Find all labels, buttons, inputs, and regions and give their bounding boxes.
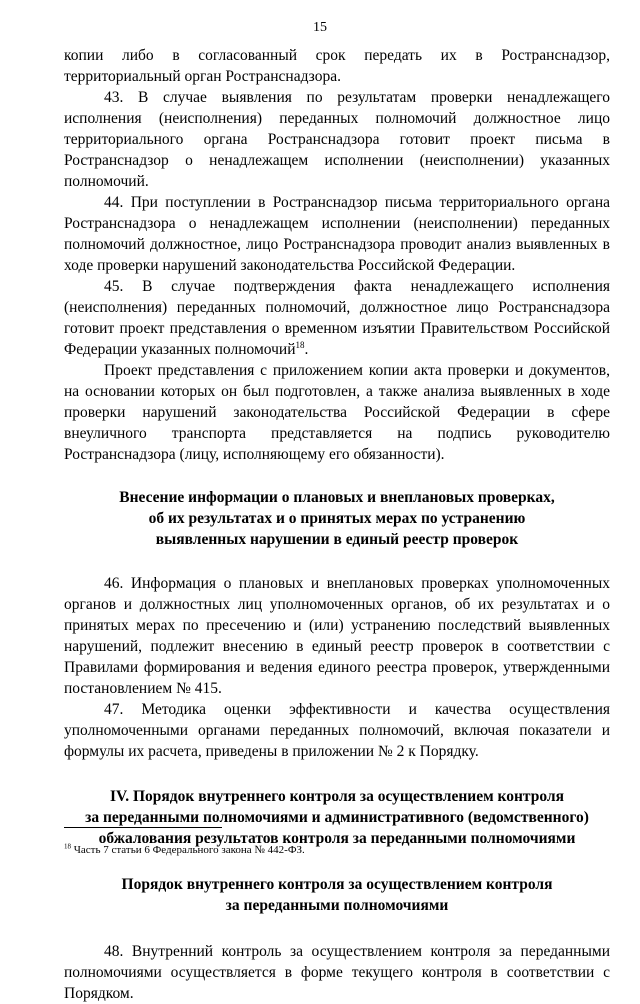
section-heading-register bbox=[64, 487, 610, 550]
page-number: 15 bbox=[313, 20, 327, 35]
paragraph-44: 44. При поступлении в Ространснадзор письма территориального органа Ространснадзора о ненадлежащем исполнении (неисполнении) переданных полномочий должностное, лицо Ространснадзора проводит анализ выявленных в ходе проверки нарушений законодательства Российской Федерации. bbox=[64, 194, 610, 274]
heading-line: обжалования результатов контроля за переданными полномочиями bbox=[98, 830, 576, 847]
heading-line: выявленных нарушении в единый реестр проверок bbox=[155, 531, 519, 548]
subsection-heading-internal-control bbox=[64, 874, 610, 916]
paragraph-43: 43. В случае выявления по результатам проверки ненадлежащего исполнения (неисполнения) переданных полномочий должностное лицо территориального органа Ространснадзора готовит проект письма в Ространснадзор о ненадлежащем исполнении (неисполнении) указанных полномочий. bbox=[64, 89, 610, 190]
heading-line: за переданными полномочиями и административного (ведомственного) bbox=[85, 809, 589, 826]
paragraph-project: Проект представления с приложением копии акта проверки и документов, на основании которых он был подготовлен, а также анализа выявленных в ходе проверки нарушений законодательства Российской Федерации в сфере внеуличного транспорта представляется на подпись руководителю Ространснадзора (лицу, исполняющему его обязанности). bbox=[64, 362, 610, 463]
heading-line: Порядок внутреннего контроля за осуществлением контроля bbox=[121, 876, 553, 893]
footnote-text: Часть 7 статьи 6 Федерального закона № 442-ФЗ. bbox=[73, 844, 305, 856]
paragraph-45-text: 45. В случае подтверждения факта ненадлежащего исполнения (неисполнения) переданных полномочий, должностное лицо Ространснадзора готовит проект представления о временном изъятии Правительством Российской Федерации указанных полномочий bbox=[64, 278, 610, 358]
paragraph-continuation: копии либо в согласованный срок передать их в Ространснадзор, территориальный орган Ространснадзора. bbox=[64, 47, 610, 85]
footnote bbox=[64, 843, 305, 857]
paragraph-45 bbox=[64, 276, 610, 360]
paragraph-46: 46. Информация о плановых и внеплановых проверках уполномоченных органов и должностных лиц уполномоченных органов, об их результатах и о принятых мерах по пресечению и (или) устранению последствий выявленных нарушений, подлежит внесению в единый реестр проверок в соответствии с Правилами формирования и ведения единого реестра проверок, утвержденными постановлением № 415. bbox=[64, 575, 610, 697]
heading-line: об их результатах и о принятых мерах по устранению bbox=[148, 510, 526, 527]
paragraph-48: 48. Внутренний контроль за осуществлением контроля за переданными полномочиями осуществляется в форме текущего контроля в соответствии с Порядком. bbox=[64, 943, 610, 1002]
chapter-heading-iv bbox=[64, 786, 610, 849]
document-body bbox=[64, 45, 610, 1004]
heading-line: Внесение информации о плановых и внеплановых проверках, bbox=[119, 489, 555, 506]
paragraph-47: 47. Методика оценки эффективности и качества осуществления уполномоченными органами переданных полномочий, включая показатели и формулы их расчета, приведены в приложении № 2 к Порядку. bbox=[64, 701, 610, 760]
footnote-ref[interactable]: 18 bbox=[295, 339, 305, 350]
paragraph-45-end: . bbox=[304, 341, 309, 358]
footnote-divider bbox=[64, 827, 222, 828]
heading-line: IV. Порядок внутреннего контроля за осуществлением контроля bbox=[110, 788, 564, 805]
heading-line: за переданными полномочиями bbox=[225, 897, 449, 914]
footnote-number: 18 bbox=[64, 842, 71, 851]
